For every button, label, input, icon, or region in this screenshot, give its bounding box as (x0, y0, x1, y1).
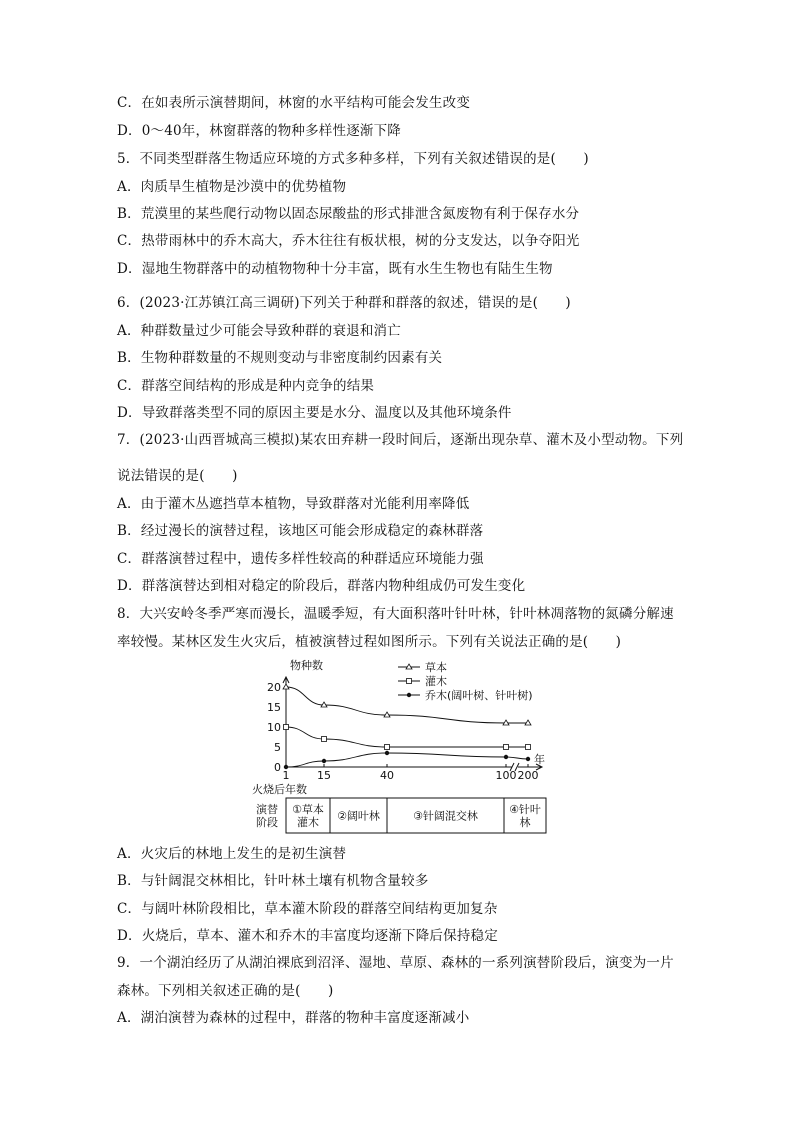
option-c-q5: C．热带雨林中的乔木高大，乔木往往有板状根，树的分支发达，以争夺阳光 (117, 233, 580, 249)
data-point-dot (407, 693, 411, 697)
x-tick-label: 15 (317, 769, 331, 782)
stage-3: ③针阔混交林 (413, 809, 478, 823)
option-b-q6: B．生物种群数量的不规则变动与非密度制约因素有关 (117, 350, 443, 366)
option-c-q4: C．在如表所示演替期间，林窗的水平结构可能会发生改变 (117, 95, 471, 111)
option-a-q6: A．种群数量过少可能会导致种群的衰退和消亡 (117, 323, 401, 339)
data-point-triangle (384, 712, 390, 717)
option-b-q7: B．经过漫长的演替过程，该地区可能会形成稳定的森林群落 (117, 523, 484, 539)
series-3 (284, 751, 530, 769)
data-point-square (504, 745, 509, 750)
stage-1: ①草本灌木 (292, 803, 324, 829)
x-tick-label: 100 (495, 769, 517, 782)
y-tick-label: 5 (274, 741, 281, 754)
data-point-triangle (406, 664, 412, 669)
option-d-q8: D．火烧后，草本、灌木和乔木的丰富度均逐渐下降后保持稳定 (117, 928, 498, 944)
legend (398, 660, 533, 702)
y-tick-label: 0 (274, 761, 281, 774)
succession-stage-table (256, 798, 546, 833)
x-tick-label: 200 (517, 769, 539, 782)
data-point-dot (526, 757, 530, 761)
question-7: 7．(2023·山西晋城高三模拟)某农田弃耕一段时间后，逐渐出现杂草、灌木及小型动物。下列 (117, 432, 684, 448)
y-tick-label: 10 (267, 721, 281, 734)
y-tick-label: 20 (267, 681, 281, 694)
option-c-q6: C．群落空间结构的形成是种内竞争的结果 (117, 378, 375, 394)
data-point-triangle (503, 720, 509, 725)
question-5: 5．不同类型群落生物适应环境的方式多种多样，下列有关叙述错误的是( ) (117, 151, 589, 167)
stage-header: 演替阶段 (256, 803, 278, 829)
x-tick-label: 40 (380, 769, 394, 782)
question-8-cont: 率较慢。某林区发生火灾后，植被演替过程如图所示。下列有关说法正确的是( ) (117, 634, 622, 650)
data-point-square (385, 745, 390, 750)
x-tick-label: 1 (282, 769, 290, 782)
option-c-q8: C．与阔叶林阶段相比，草本灌木阶段的群落空间结构更加复杂 (117, 901, 498, 917)
species-line-chart (252, 658, 545, 796)
option-d-q5: D．湿地生物群落中的动植物物种十分丰富，既有水生生物也有陆生生物 (117, 261, 553, 277)
data-point-dot (504, 755, 508, 759)
stage-2: ②阔叶林 (337, 809, 380, 823)
data-point-square (322, 737, 327, 742)
data-point-triangle (525, 720, 531, 725)
option-c-q7: C．群落演替过程中，遗传多样性较高的种群适应环境能力强 (117, 551, 484, 567)
question-9: 9．一个湖泊经历了从湖泊裸底到沼泽、湿地、草原、森林的一系列演替阶段后，演变为一片 (117, 955, 674, 971)
option-a-q7: A．由于灌木丛遮挡草本植物，导致群落对光能利用率降低 (117, 496, 470, 512)
option-b-q5: B．荒漠里的某些爬行动物以固态尿酸盐的形式排泄含氮废物有利于保存水分 (117, 206, 580, 222)
question-7-cont: 说法错误的是( ) (117, 468, 238, 484)
data-point-dot (284, 765, 288, 769)
option-d-q4: D．0～40年，林窗群落的物种多样性逐渐下降 (117, 123, 401, 139)
y-tick-label: 15 (267, 701, 281, 714)
succession-figure (250, 655, 550, 835)
option-a-q9: A．湖泊演替为森林的过程中，群落的物种丰富度逐渐减小 (117, 1010, 470, 1026)
option-a-q5: A．肉质旱生植物是沙漠中的优势植物 (117, 179, 347, 195)
question-8: 8．大兴安岭冬季严寒而漫长，温暖季短，有大面积落叶针叶林，针叶林凋落物的氮磷分解速 (117, 606, 674, 622)
data-point-dot (385, 751, 389, 755)
data-point-dot (322, 759, 326, 763)
option-d-q6: D．导致群落类型不同的原因主要是水分、温度以及其他环境条件 (117, 405, 512, 421)
data-point-square (526, 745, 531, 750)
question-6: 6．(2023·江苏镇江高三调研)下列关于种群和群落的叙述，错误的是( ) (117, 295, 571, 311)
legend-label: 灌木 (425, 675, 447, 688)
legend-label: 草本 (425, 661, 447, 674)
legend-label: 乔木(阔叶树、针叶树) (425, 689, 533, 702)
data-point-square (407, 679, 412, 684)
option-d-q7: D．群落演替达到相对稳定的阶段后，群落内物种组成仍可发生变化 (117, 578, 526, 594)
x-axis-unit: 年 (534, 753, 545, 766)
option-a-q8: A．火灾后的林地上发生的是初生演替 (117, 846, 347, 862)
series-2 (284, 725, 531, 750)
data-point-triangle (283, 684, 289, 689)
y-axis-label: 物种数 (290, 659, 323, 672)
x-axis-caption: 火烧后年数 (252, 783, 307, 796)
stage-4: ④针叶林 (509, 803, 541, 829)
data-point-square (284, 725, 289, 730)
question-9-cont: 森林。下列相关叙述正确的是( ) (117, 983, 334, 999)
option-b-q8: B．与针阔混交林相比，针叶林土壤有机物含量较多 (117, 873, 429, 889)
